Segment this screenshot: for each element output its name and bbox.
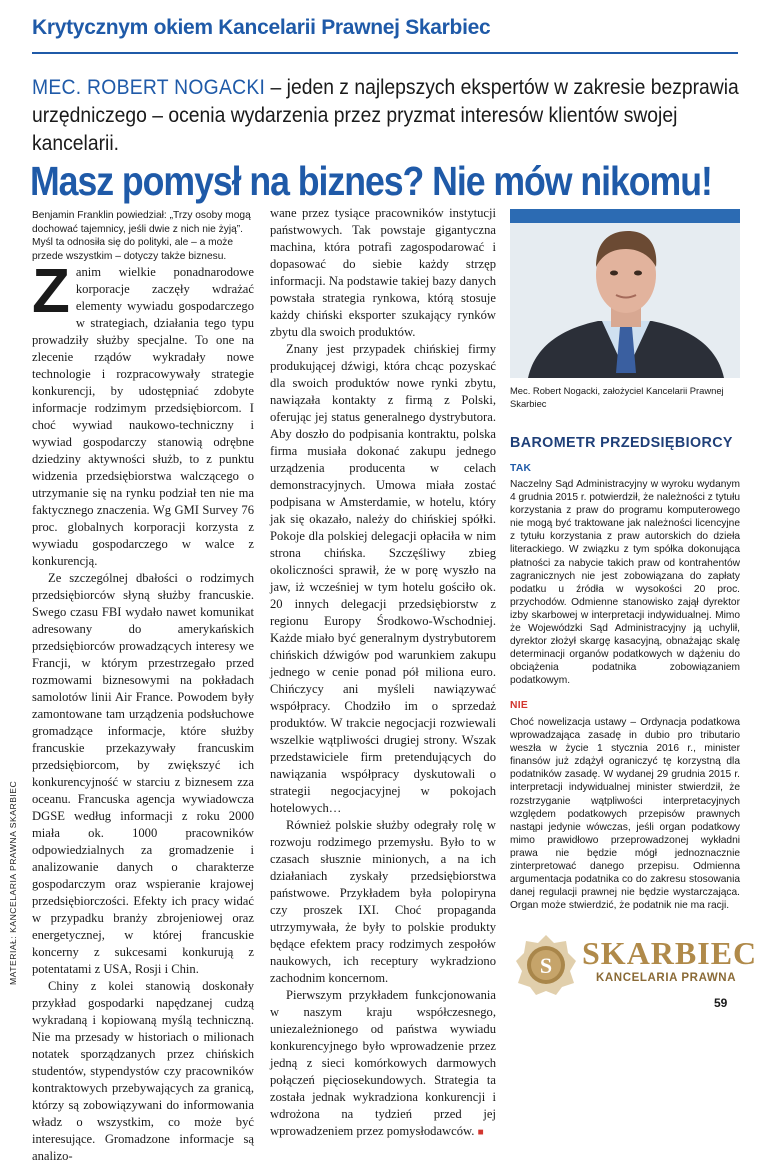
portrait-illustration (510, 223, 740, 378)
page-number: 59 (714, 996, 728, 1010)
article-paragraph: Znany jest przypadek chińskiej firmy produkującej dźwigi, która chcąc pozyskać dla swoich produktów nowe rynki zbytu, nawiązała kontakty z firmą z Polski, oferując jej status generalnego dystrybutora. Aby doszło do podpisania kontraktu, polska firma musiała dokonać zakupu jednego urządzenia producenta w celach demonstracyjnych. Umowa miała zostać podpisana w Amsterdamie, w hotelu, który jak się okazało, należy do chińskiej spółki. Pokoje dla polskiej delegacji opłaciła w nim strona chińska. Szczęśliwy zbieg okoliczności sprawił, że w porę wyszło na jaw, iż wcześniej w tym hotelu gościło ok. 20 innych delegacji przedsiębiorstw z regionu Europy Środkowo-Wschodniej. Każde miało być generalnym dystrybutorem chińskich dźwigów pod warunkiem zakupu jednego w cenie ponad pół miliona euro. Chińczycy ani myśleli nawiązywać współpracy. Chodziło im o sprzedaż produktów. W trakcie negocjacji rozwiewali wszelkie wątpliwości drugiej strony. Wszak przedstawiciele firm pretendujących do nawiązania współpracy dyskutowali o strategii negocjacyjnej w pokojach hotelowych… (270, 342, 496, 815)
tak-text: Naczelny Sąd Administracyjny w wyroku wydanym 4 grudnia 2015 r. potwierdził, że należności z tytułu korzystania z praw do programu komputerowego nie mogą być traktowane jak należności licencyjne z tytułu korzystania z praw autorskich do dzieła literackiego. W związku z tym spółka dokonująca płatności za nabycie takich praw od kontrahentów zagranicznych nie jest zobowiązana do zapłaty podatku u źródła w wysokości 20 proc. przychodów. Odmienne stanowisko zajął dyrektor izby skarbowej w interpretacji indywidualnej. Mimo że Wojewódzki Sąd Administracyjny ją uchylił, dyrektor złożył skargę kasacyjną, obnażając skalę determinacji organów podatkowych w dążeniu do obciążenia podatnika zobowiązaniem podatkowym. (510, 479, 740, 687)
drop-cap: Z (32, 257, 70, 326)
logo-mark (510, 930, 758, 1000)
article-column-1 (32, 257, 254, 1165)
article-paragraph: Również polskie służby odegrały rolę w rozwoju rodzimego przemysłu. Było to w czasach słusznie minionych, a na ich działaniach zyskały przedsiębiorstwa państwowe. Przykładem była polopiryna czy proszek IXI. Choć propaganda utrzymywała, że były to polskie produkty będące efektem pracy rodzimych zespołów naukowych, ich receptury wykradziono zachodnim koncernom. (270, 818, 496, 985)
article-paragraph: Chiny z kolei stanowią doskonały przykład gospodarki napędzanej cudzą wykradaną i kopiowaną myślą techniczną. Nie ma przesady w historiach o milionach notatek sporządzanych przez chińskich studentów, stypendystów czy pracowników kontraktowych przebywających za granicą, którzy są zobowiązywani do informowania władz o wszystkim, co może być interesujące. Gromadzone informacje są analizo- (32, 979, 254, 1163)
nie-label: NIE (510, 700, 529, 711)
tak-label: TAK (510, 463, 532, 474)
end-mark: ■ (477, 1127, 484, 1138)
svg-text:SKARBIEC: SKARBIEC (582, 935, 758, 971)
svg-text:S: S (539, 953, 553, 978)
article-paragraph: Pierwszym przykładem funkcjonowania w naszym kraju współczesnego, uniezależnionego od państwa wywiadu konkurencyjnego było wprowadzenie przez jedną z sieci komórkowych darmowych połączeń pięciosekundowych. Strategia ta została jednak wykradziona konkurencji i wdrożona na tydzień przed jej wprowadzeniem przez pomysłodawców. ■ (270, 988, 496, 1138)
photo-caption: Mec. Robert Nogacki, założyciel Kancelarii Prawnej Skarbiec (510, 385, 724, 409)
nie-text: Choć nowelizacja ustawy – Ordynacja podatkowa wprowadzająca zasadę in dubio pro tributario weszła w życie 1 stycznia 2016 r., minister finansów już zdążył ograniczyć tę korzystną dla podatników zasadę. W wydanej 29 grudnia 2015 r. interpretacji indywidualnej minister stwierdził, że rozstrzyganie wątpliwości interpretacyjnych względem podatkowych przepisów prawnych nastąpi jedynie wówczas, jeśli organ podatkowy mimo prawidłowo przeprowadzonej wykładni prawa nie będzie mógł jednoznacznie zinterpretować danego przepisu. Odmienna argumentacja podatnika co do zakresu stosowania danej regulacji prawnej nie będzie wystarczająca. Organ może stwierdzić, że podatnik nie ma racji. (510, 717, 740, 912)
sidebar-header-bar (510, 209, 740, 223)
article-paragraph: Ze szczególnej dbałości o rodzimych przedsiębiorców słyną służby francuskie. Swego czasu FBI wydało nawet komunikat adresowany do amerykańskich przedsiębiorców prowadzących interesy we Francji, w którym przestrzegało przed rozmowami biznesowymi na pokładach samolotów linii Air France. Powodem były zamontowane tam urządzenia podsłuchowe gromadzące informacje, które służby francuskie przekazywały francuskim przedsiębiorcom, by zwiększyć ich konkurencyjność w starciu z biznesem zza oceanu. Francuska agencja wywiadowcza DGSE według informacji z roku 2000 miała ok. 1000 pracowników odpowiedzialnych za gromadzenie i analizowanie danych o charakterze gospodarczym oraz wspieranie krajowej przedsiębiorczości. Efekty ich pracy widać w przypadku branży zbrojeniowej oraz energetycznej, w której francuskie koncerny z sukcesami konkurują z potentatami z USA, Rosji i Chin. (32, 571, 254, 976)
side-credit-label: MATERIAŁ: KANCELARIA PRAWNA SKARBIEC (8, 780, 18, 985)
headline: Masz pomysł na biznes? Nie mów nikomu! (30, 158, 712, 204)
svg-text:KANCELARIA PRAWNA: KANCELARIA PRAWNA (596, 972, 737, 984)
intro-author: MEC. ROBERT NOGACKI (32, 76, 266, 99)
article-paragraph: wane przez tysiące pracowników instytucji państwowych. Tak powstaje gigantyczna machina, która potrafi zagospodarować i dopasować do siebie każdy strzęp informacji. Na podstawie takiej bazy danych powstała strategia rynkowa, którą stosuje każdy chiński eksporter szukający rynków zbytu dla swoich produktów. (270, 206, 496, 339)
author-photo (510, 223, 740, 378)
article-column-2 (270, 205, 496, 1141)
section-title: Krytycznym okiem Kancelarii Prawnej Skarbiec (32, 16, 491, 39)
intro-paragraph (32, 74, 759, 158)
lead-paragraph: Benjamin Franklin powiedział: „Trzy osoby mogą dochować tajemnicy, jeśli dwie z nich nie żyją”. Myśl ta odnosiła się do polityki, ale – a może przede wszystkim – dotyczy także biznesu. (32, 210, 251, 262)
skarbiec-logo (510, 930, 758, 1000)
barometer-title: BAROMETR PRZEDSIĘBIORCY (510, 435, 733, 451)
intro-text: – jeden z najlepszych ekspertów w zakresie bezprawia urzędniczego – ocenia wydarzenia przez pryzmat interesów klientów swojej kancelarii. (32, 76, 739, 155)
article-paragraph: Zanim wielkie ponadnarodowe korporacje zaczęły wdrażać elementy wywiadu gospodarczego w strategiach, działania tego typu prowadziły służby specjalne. To one na zlecenie rządów wykradały nowe technologie i rozpracowywały strategie konkurencji, by udostępniać zdobyte informacje rodzimym przedsiębiorcom. I choć wywiad naukowo-techniczny i wywiad gospodarczy stanowią odrębne dziedziny aktywności służb, to z punktu widzenia przedsiębiorstwa walczącego o utrzymanie się na rynku podział ten nie ma faktycznego znaczenia. Wg GMI Survey 76 proc. globalnych korporacji korzysta z wywiadu gospodarczego w walce z konkurencją. (32, 257, 254, 568)
section-divider (32, 52, 738, 54)
